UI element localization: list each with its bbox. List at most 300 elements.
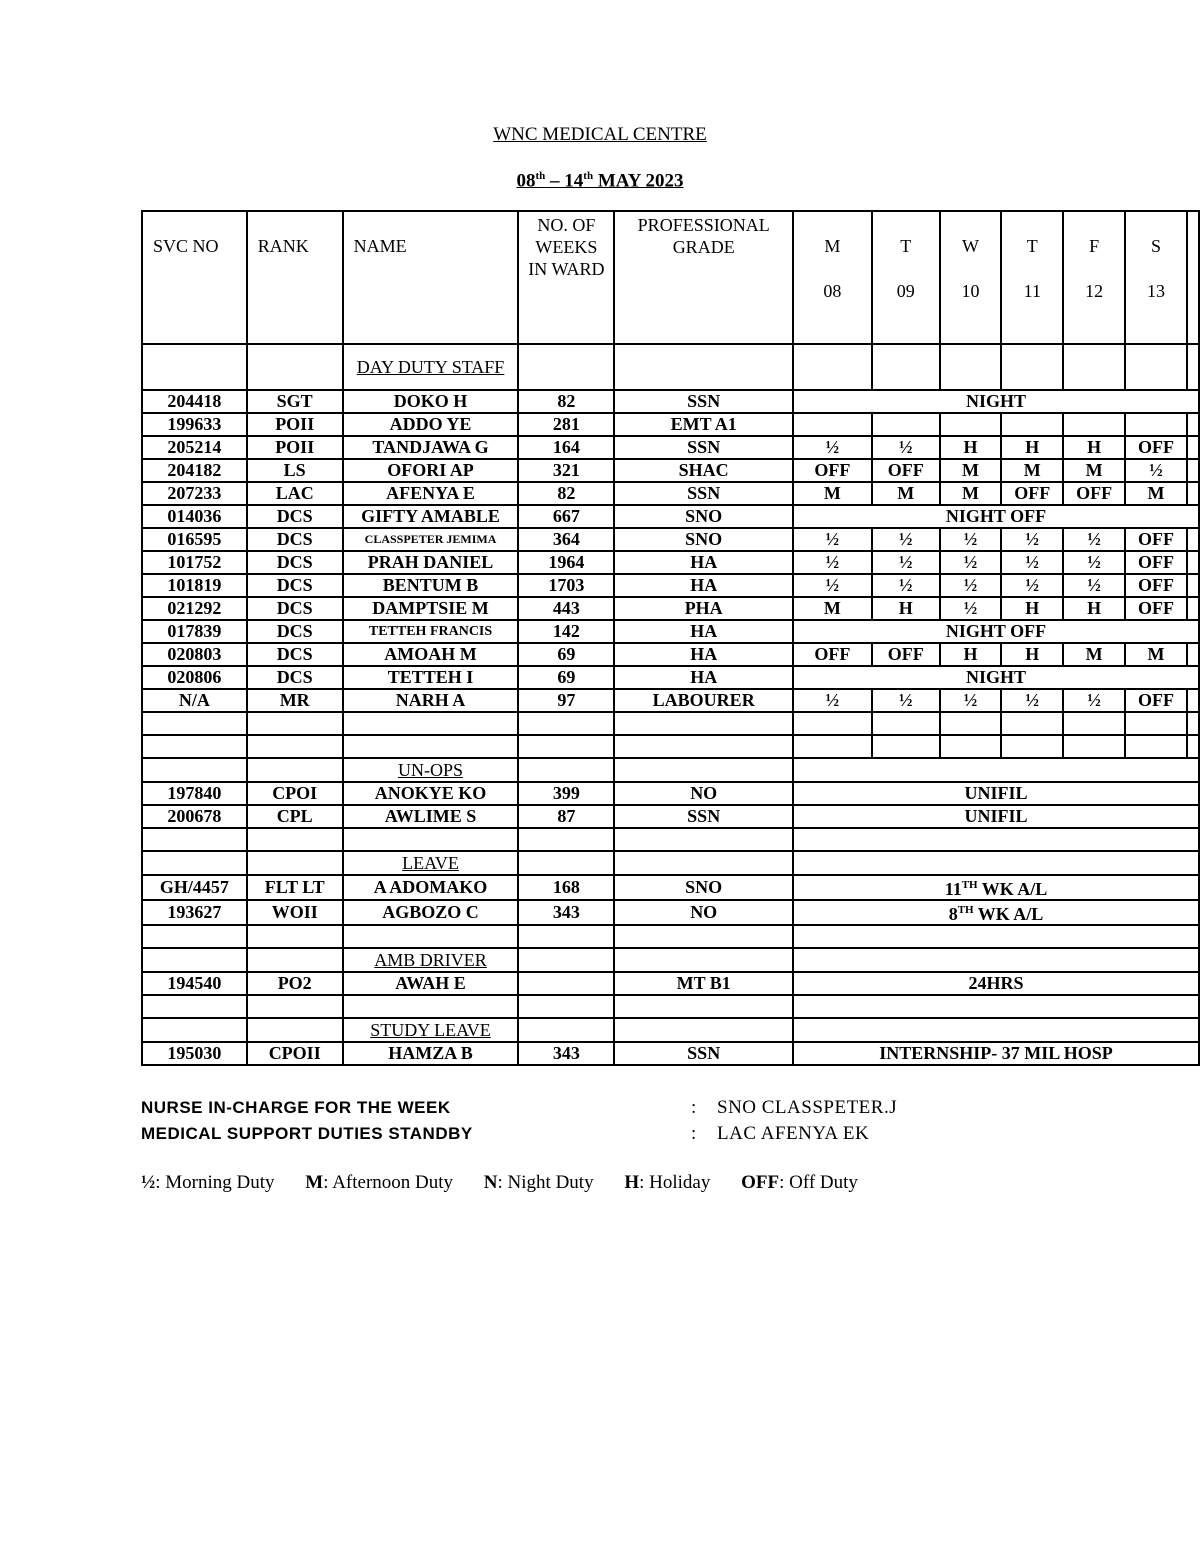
col-rank: RANK bbox=[247, 211, 343, 344]
empty-cell bbox=[793, 948, 1199, 972]
weeks-cell: 69 bbox=[518, 643, 614, 666]
grade-cell: SHAC bbox=[614, 459, 793, 482]
name-cell: DAMPTSIE M bbox=[343, 597, 519, 620]
weeks-cell: 82 bbox=[518, 482, 614, 505]
day-cell: OFF bbox=[793, 459, 872, 482]
weeks-cell: 69 bbox=[518, 666, 614, 689]
status-span-cell: NIGHT OFF bbox=[793, 505, 1199, 528]
table-row bbox=[142, 643, 1199, 666]
weeks-cell: 87 bbox=[518, 805, 614, 828]
status-span-cell: NIGHT OFF bbox=[793, 620, 1199, 643]
weeks-cell: 97 bbox=[518, 689, 614, 712]
empty-cell bbox=[1063, 344, 1125, 390]
empty-cell bbox=[247, 1018, 343, 1042]
day-cell: ½ bbox=[940, 689, 1002, 712]
colon: : bbox=[691, 1097, 697, 1118]
date-range bbox=[0, 170, 1200, 192]
svc-no-cell: 204182 bbox=[142, 459, 247, 482]
day-cell: OFF bbox=[1125, 689, 1187, 712]
empty-cell bbox=[518, 925, 614, 948]
svc-no-cell: 193627 bbox=[142, 900, 247, 925]
empty-cell bbox=[793, 925, 1199, 948]
table-row bbox=[142, 505, 1199, 528]
empty-cell bbox=[872, 344, 940, 390]
empty-cell bbox=[518, 344, 614, 390]
date-end-suffix: th bbox=[583, 170, 594, 182]
empty-cell bbox=[940, 344, 1002, 390]
day-letter: M bbox=[824, 236, 841, 256]
empty-cell bbox=[343, 995, 519, 1018]
name-cell: TETTEH FRANCIS bbox=[343, 620, 519, 643]
name-cell: HAMZA B bbox=[343, 1042, 519, 1065]
legend-night bbox=[484, 1172, 594, 1193]
empty-cell bbox=[1125, 735, 1187, 758]
day-cell: H bbox=[940, 643, 1002, 666]
svc-no-cell: 199633 bbox=[142, 413, 247, 436]
day-cell: M bbox=[793, 482, 872, 505]
legend-desc: : Afternoon Duty bbox=[323, 1172, 454, 1193]
empty-cell bbox=[1187, 344, 1199, 390]
day-cell: OFF bbox=[1001, 482, 1063, 505]
day-cell: ½ bbox=[793, 689, 872, 712]
name-cell: CLASSPETER JEMIMA bbox=[343, 528, 519, 551]
col-name: NAME bbox=[343, 211, 519, 344]
day-cell: M bbox=[940, 459, 1002, 482]
empty-cell bbox=[142, 735, 247, 758]
rank-cell: FLT LT bbox=[247, 875, 343, 900]
name-cell: OFORI AP bbox=[343, 459, 519, 482]
table-row bbox=[142, 620, 1199, 643]
svc-no-cell: 204418 bbox=[142, 390, 247, 413]
col-day-4 bbox=[1063, 211, 1125, 344]
day-cell-overflow bbox=[1187, 597, 1199, 620]
rank-cell: PO2 bbox=[247, 972, 343, 995]
day-cell-overflow bbox=[1187, 459, 1199, 482]
day-number: 10 bbox=[961, 281, 980, 301]
day-cell: OFF bbox=[872, 643, 940, 666]
svc-no-cell: 021292 bbox=[142, 597, 247, 620]
grade-cell: SSN bbox=[614, 1042, 793, 1065]
name-cell: A ADOMAKO bbox=[343, 875, 519, 900]
status-text: WK A/L bbox=[973, 904, 1044, 924]
grade-cell: SSN bbox=[614, 390, 793, 413]
weeks-cell: 443 bbox=[518, 597, 614, 620]
rank-cell: CPOII bbox=[247, 1042, 343, 1065]
day-cell: H bbox=[940, 436, 1002, 459]
svc-no-cell: 205214 bbox=[142, 436, 247, 459]
empty-cell bbox=[247, 828, 343, 851]
table-row bbox=[142, 805, 1199, 828]
day-cell: ½ bbox=[872, 574, 940, 597]
legend-key: N bbox=[483, 1172, 498, 1193]
empty-cell bbox=[793, 758, 1199, 782]
svc-no-cell: 020806 bbox=[142, 666, 247, 689]
name-cell: AWLIME S bbox=[343, 805, 519, 828]
weeks-cell: 168 bbox=[518, 875, 614, 900]
status-number: 11 bbox=[944, 879, 962, 899]
empty-cell bbox=[518, 851, 614, 875]
empty-row bbox=[142, 735, 1199, 758]
weeks-cell: 1964 bbox=[518, 551, 614, 574]
day-letter: S bbox=[1151, 236, 1162, 256]
rank-cell: POII bbox=[247, 436, 343, 459]
empty-cell bbox=[142, 758, 247, 782]
col-day-3 bbox=[1001, 211, 1063, 344]
day-number: 11 bbox=[1023, 281, 1041, 301]
day-cell: ½ bbox=[1125, 459, 1187, 482]
name-cell: ANOKYE KO bbox=[343, 782, 519, 805]
day-cell: ½ bbox=[872, 528, 940, 551]
table-row bbox=[142, 875, 1199, 900]
section-label: LEAVE bbox=[343, 851, 519, 875]
empty-cell bbox=[247, 851, 343, 875]
day-cell: ½ bbox=[940, 551, 1002, 574]
col-svc-no: SVC NO bbox=[142, 211, 247, 344]
empty-cell bbox=[518, 995, 614, 1018]
empty-cell bbox=[872, 735, 940, 758]
name-cell: AMOAH M bbox=[343, 643, 519, 666]
grade-cell: EMT A1 bbox=[614, 413, 793, 436]
day-cell: H bbox=[1001, 597, 1063, 620]
col-grade: PROFESSIONAL GRADE bbox=[614, 211, 793, 344]
name-cell: BENTUM B bbox=[343, 574, 519, 597]
empty-cell bbox=[247, 995, 343, 1018]
empty-cell bbox=[614, 828, 793, 851]
empty-cell bbox=[247, 758, 343, 782]
standby-value: LAC AFENYA EK bbox=[717, 1123, 870, 1144]
svc-no-cell: GH/4457 bbox=[142, 875, 247, 900]
day-cell: OFF bbox=[793, 643, 872, 666]
table-row bbox=[142, 436, 1199, 459]
day-cell: H bbox=[1001, 436, 1063, 459]
empty-cell bbox=[518, 1018, 614, 1042]
name-cell: AWAH E bbox=[343, 972, 519, 995]
legend-key: ½ bbox=[141, 1172, 156, 1193]
svc-no-cell: 200678 bbox=[142, 805, 247, 828]
weeks-cell: 364 bbox=[518, 528, 614, 551]
legend-desc: : Night Duty bbox=[497, 1172, 594, 1193]
table-row bbox=[142, 689, 1199, 712]
empty-cell bbox=[614, 948, 793, 972]
empty-cell bbox=[1001, 735, 1063, 758]
empty-cell bbox=[142, 948, 247, 972]
weeks-cell: 1703 bbox=[518, 574, 614, 597]
table-row bbox=[142, 528, 1199, 551]
legend-key: M bbox=[305, 1172, 324, 1193]
weeks-cell: 343 bbox=[518, 1042, 614, 1065]
day-cell: ½ bbox=[1001, 551, 1063, 574]
empty-cell bbox=[614, 758, 793, 782]
day-cell: H bbox=[1063, 597, 1125, 620]
status-span-cell: UNIFIL bbox=[793, 782, 1199, 805]
weeks-cell: 399 bbox=[518, 782, 614, 805]
col-day-1 bbox=[872, 211, 940, 344]
day-cell: OFF bbox=[1063, 482, 1125, 505]
table-row bbox=[142, 413, 1199, 436]
day-cell: OFF bbox=[872, 459, 940, 482]
empty-cell bbox=[1187, 735, 1199, 758]
section-label: STUDY LEAVE bbox=[343, 1018, 519, 1042]
day-cell-overflow bbox=[1187, 436, 1199, 459]
svc-no-cell: 195030 bbox=[142, 1042, 247, 1065]
day-cell: ½ bbox=[940, 528, 1002, 551]
rank-cell: DCS bbox=[247, 528, 343, 551]
day-number: 08 bbox=[823, 281, 842, 301]
section-row bbox=[142, 1018, 1199, 1042]
status-suffix: TH bbox=[957, 904, 974, 916]
standby-line bbox=[141, 1123, 870, 1145]
grade-cell: SSN bbox=[614, 436, 793, 459]
date-separator: – 14 bbox=[545, 170, 584, 192]
date-tail: MAY 2023 bbox=[593, 170, 684, 192]
col-day-5 bbox=[1125, 211, 1187, 344]
empty-cell bbox=[614, 995, 793, 1018]
col-day-2 bbox=[940, 211, 1002, 344]
empty-cell bbox=[793, 344, 872, 390]
legend-afternoon bbox=[305, 1172, 453, 1193]
weeks-cell: 343 bbox=[518, 900, 614, 925]
day-cell: OFF bbox=[1125, 597, 1187, 620]
empty-cell bbox=[1125, 344, 1187, 390]
empty-cell bbox=[142, 851, 247, 875]
day-cell: ½ bbox=[1063, 528, 1125, 551]
empty-cell bbox=[940, 712, 1002, 735]
day-cell-overflow bbox=[1187, 551, 1199, 574]
table-row bbox=[142, 551, 1199, 574]
svc-no-cell: 207233 bbox=[142, 482, 247, 505]
section-label: AMB DRIVER bbox=[343, 948, 519, 972]
rank-cell: DCS bbox=[247, 643, 343, 666]
empty-cell bbox=[614, 344, 793, 390]
day-cell: H bbox=[1063, 436, 1125, 459]
name-cell: AGBOZO C bbox=[343, 900, 519, 925]
empty-cell bbox=[518, 828, 614, 851]
date-start-suffix: th bbox=[535, 170, 546, 182]
day-cell: ½ bbox=[1001, 689, 1063, 712]
empty-cell bbox=[142, 344, 247, 390]
col-day-0 bbox=[793, 211, 872, 344]
empty-cell bbox=[343, 735, 519, 758]
empty-cell bbox=[614, 712, 793, 735]
name-cell: TANDJAWA G bbox=[343, 436, 519, 459]
day-cell: M bbox=[1125, 482, 1187, 505]
section-row bbox=[142, 851, 1199, 875]
status-suffix: TH bbox=[961, 879, 978, 891]
day-cell: ½ bbox=[872, 551, 940, 574]
weeks-cell: 82 bbox=[518, 390, 614, 413]
table-row bbox=[142, 900, 1199, 925]
status-span-cell bbox=[793, 875, 1199, 900]
name-cell: PRAH DANIEL bbox=[343, 551, 519, 574]
empty-cell bbox=[793, 851, 1199, 875]
legend-off bbox=[741, 1172, 858, 1193]
empty-cell bbox=[247, 735, 343, 758]
table-row bbox=[142, 782, 1199, 805]
day-cell bbox=[872, 413, 940, 436]
empty-cell bbox=[872, 712, 940, 735]
empty-cell bbox=[1063, 712, 1125, 735]
empty-cell bbox=[142, 925, 247, 948]
empty-cell bbox=[247, 925, 343, 948]
section-label: UN-OPS bbox=[343, 758, 519, 782]
table-row bbox=[142, 574, 1199, 597]
table-row bbox=[142, 666, 1199, 689]
day-cell: M bbox=[940, 482, 1002, 505]
nurse-in-charge-value: SNO CLASSPETER.J bbox=[717, 1097, 898, 1118]
day-number: 12 bbox=[1085, 281, 1104, 301]
legend-morning bbox=[141, 1172, 275, 1193]
grade-cell: HA bbox=[614, 551, 793, 574]
day-cell: ½ bbox=[793, 528, 872, 551]
section-row bbox=[142, 758, 1199, 782]
svc-no-cell: 101752 bbox=[142, 551, 247, 574]
grade-cell: LABOURER bbox=[614, 689, 793, 712]
grade-cell: NO bbox=[614, 900, 793, 925]
empty-row bbox=[142, 712, 1199, 735]
section-label: DAY DUTY STAFF bbox=[343, 344, 519, 390]
day-cell: ½ bbox=[872, 689, 940, 712]
status-span-cell: NIGHT bbox=[793, 390, 1199, 413]
weeks-cell: 164 bbox=[518, 436, 614, 459]
col-weeks: NO. OF WEEKS IN WARD bbox=[518, 211, 614, 344]
svc-no-cell: 194540 bbox=[142, 972, 247, 995]
name-cell: AFENYA E bbox=[343, 482, 519, 505]
svc-no-cell: 020803 bbox=[142, 643, 247, 666]
weeks-cell: 281 bbox=[518, 413, 614, 436]
day-letter: W bbox=[962, 236, 979, 256]
day-cell-overflow bbox=[1187, 689, 1199, 712]
day-cell-overflow bbox=[1187, 574, 1199, 597]
day-cell: H bbox=[872, 597, 940, 620]
svc-no-cell: 197840 bbox=[142, 782, 247, 805]
svc-no-cell: 016595 bbox=[142, 528, 247, 551]
empty-cell bbox=[247, 948, 343, 972]
section-row bbox=[142, 948, 1199, 972]
day-cell: ½ bbox=[793, 551, 872, 574]
table-row bbox=[142, 390, 1199, 413]
status-span-cell: INTERNSHIP- 37 MIL HOSP bbox=[793, 1042, 1199, 1065]
table-row bbox=[142, 597, 1199, 620]
svc-no-cell: 014036 bbox=[142, 505, 247, 528]
status-span-cell: NIGHT bbox=[793, 666, 1199, 689]
rank-cell: DCS bbox=[247, 666, 343, 689]
table-row bbox=[142, 459, 1199, 482]
rank-cell: MR bbox=[247, 689, 343, 712]
empty-row bbox=[142, 828, 1199, 851]
empty-cell bbox=[1001, 712, 1063, 735]
weeks-cell bbox=[518, 972, 614, 995]
day-cell bbox=[1125, 413, 1187, 436]
rank-cell: LS bbox=[247, 459, 343, 482]
empty-cell bbox=[343, 712, 519, 735]
day-cell-overflow bbox=[1187, 482, 1199, 505]
day-cell: OFF bbox=[1125, 551, 1187, 574]
day-cell-overflow bbox=[1187, 528, 1199, 551]
day-cell bbox=[1063, 413, 1125, 436]
colon: : bbox=[691, 1123, 697, 1144]
legend-desc: : Morning Duty bbox=[155, 1172, 275, 1193]
day-cell: OFF bbox=[1125, 528, 1187, 551]
grade-cell: SNO bbox=[614, 875, 793, 900]
day-cell: M bbox=[793, 597, 872, 620]
empty-cell bbox=[142, 1018, 247, 1042]
empty-cell bbox=[343, 925, 519, 948]
day-cell-overflow bbox=[1187, 643, 1199, 666]
grade-cell: SNO bbox=[614, 528, 793, 551]
rank-cell: LAC bbox=[247, 482, 343, 505]
legend-key: H bbox=[624, 1172, 640, 1193]
weeks-cell: 667 bbox=[518, 505, 614, 528]
status-span-cell bbox=[793, 900, 1199, 925]
empty-cell bbox=[940, 735, 1002, 758]
day-number: 13 bbox=[1147, 281, 1166, 301]
svc-no-cell: 017839 bbox=[142, 620, 247, 643]
day-cell: ½ bbox=[940, 574, 1002, 597]
grade-cell: PHA bbox=[614, 597, 793, 620]
nurse-in-charge-line bbox=[141, 1097, 898, 1119]
empty-cell bbox=[614, 925, 793, 948]
day-cell: ½ bbox=[872, 436, 940, 459]
day-cell: OFF bbox=[1125, 574, 1187, 597]
empty-cell bbox=[518, 758, 614, 782]
rank-cell: DCS bbox=[247, 574, 343, 597]
day-cell: ½ bbox=[1063, 689, 1125, 712]
day-cell: M bbox=[872, 482, 940, 505]
table-row bbox=[142, 972, 1199, 995]
rank-cell: POII bbox=[247, 413, 343, 436]
day-letter: T bbox=[900, 236, 912, 256]
day-cell: M bbox=[1001, 459, 1063, 482]
table-row bbox=[142, 482, 1199, 505]
day-cell: M bbox=[1125, 643, 1187, 666]
empty-cell bbox=[1125, 712, 1187, 735]
empty-cell bbox=[614, 1018, 793, 1042]
empty-cell bbox=[793, 712, 872, 735]
grade-cell: SSN bbox=[614, 482, 793, 505]
nurse-in-charge-label: NURSE IN-CHARGE FOR THE WEEK bbox=[141, 1098, 451, 1117]
day-letter: F bbox=[1089, 236, 1100, 256]
svc-no-cell: N/A bbox=[142, 689, 247, 712]
day-cell: M bbox=[1063, 643, 1125, 666]
legend-desc: : Off Duty bbox=[779, 1172, 858, 1193]
document-title: WNC MEDICAL CENTRE bbox=[493, 124, 707, 145]
empty-cell bbox=[247, 712, 343, 735]
empty-cell bbox=[142, 712, 247, 735]
name-cell: TETTEH I bbox=[343, 666, 519, 689]
name-cell: GIFTY AMABLE bbox=[343, 505, 519, 528]
name-cell: NARH A bbox=[343, 689, 519, 712]
empty-cell bbox=[343, 828, 519, 851]
empty-cell bbox=[247, 344, 343, 390]
empty-row bbox=[142, 925, 1199, 948]
rank-cell: DCS bbox=[247, 505, 343, 528]
empty-cell bbox=[793, 828, 1199, 851]
rank-cell: CPOI bbox=[247, 782, 343, 805]
date-start: 08 bbox=[516, 170, 536, 192]
duty-legend bbox=[141, 1172, 884, 1194]
day-cell: OFF bbox=[1125, 436, 1187, 459]
status-number: 8 bbox=[948, 904, 958, 924]
day-cell: ½ bbox=[1001, 574, 1063, 597]
empty-cell bbox=[614, 735, 793, 758]
empty-cell bbox=[1001, 344, 1063, 390]
day-cell bbox=[1001, 413, 1063, 436]
name-cell: DOKO H bbox=[343, 390, 519, 413]
rank-cell: DCS bbox=[247, 620, 343, 643]
section-row bbox=[142, 344, 1199, 390]
empty-cell bbox=[793, 995, 1199, 1018]
day-cell bbox=[940, 413, 1002, 436]
